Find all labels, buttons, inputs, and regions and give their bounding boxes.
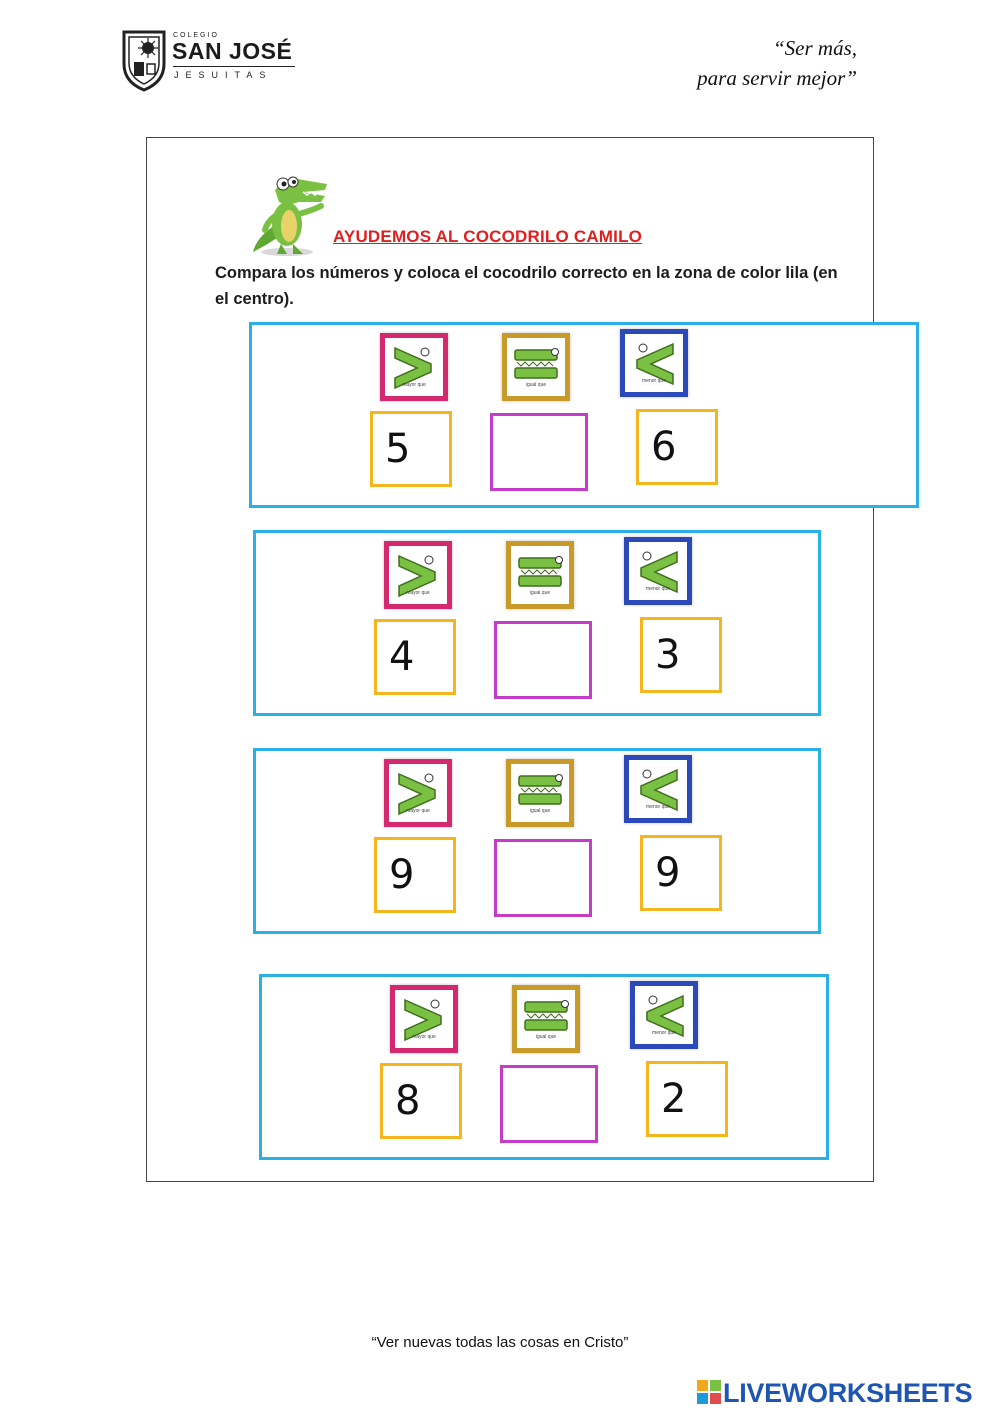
left-number-box (370, 411, 452, 487)
card-caption: menor que (652, 1030, 676, 1036)
card-caption: menor que (646, 804, 670, 810)
card-caption: mayor que (406, 808, 430, 814)
liveworksheets-wordmark: LIVEWORKSHEETS (723, 1378, 973, 1408)
left-number-box (380, 1063, 462, 1139)
left-number-box (374, 619, 456, 695)
exercise-row (249, 322, 919, 508)
answer-drop-zone[interactable] (494, 839, 592, 917)
right-number-box (640, 835, 722, 911)
answer-drop-zone[interactable] (490, 413, 588, 491)
card-caption: igual que (529, 590, 551, 596)
exercise-row (253, 748, 821, 934)
equal-crocodile-card[interactable] (502, 333, 570, 401)
card-caption: igual que (535, 1034, 557, 1040)
left-number: 8 (395, 1078, 421, 1124)
card-caption: menor que (642, 378, 666, 384)
less-than-crocodile-card[interactable] (624, 755, 692, 823)
worksheet-title: AYUDEMOS AL COCODRILO CAMILO (333, 227, 643, 246)
greater-than-crocodile-card[interactable] (384, 541, 452, 609)
card-caption: menor que (646, 586, 670, 592)
left-number: 5 (385, 426, 411, 472)
right-number: 2 (661, 1076, 687, 1122)
right-number: 9 (655, 850, 681, 896)
right-number: 6 (651, 424, 677, 470)
card-caption: igual que (529, 808, 551, 814)
right-number-box (640, 617, 722, 693)
answer-drop-zone[interactable] (494, 621, 592, 699)
worksheet-instructions: Compara los números y coloca el cocodrilo correcto en la zona de color lila (en el centro). (215, 264, 838, 308)
left-number: 9 (389, 852, 415, 898)
liveworksheets-logo-icon (697, 1380, 721, 1404)
less-than-crocodile-card[interactable] (630, 981, 698, 1049)
shield-icon (120, 28, 168, 92)
answer-drop-zone[interactable] (500, 1065, 598, 1143)
equal-crocodile-card[interactable] (512, 985, 580, 1053)
footer-quote: “Ver nuevas todas las cosas en Cristo” (371, 1334, 629, 1351)
motto-line-2: para servir mejor” (697, 66, 857, 90)
greater-than-crocodile-card[interactable] (390, 985, 458, 1053)
logo-prefix: COLEGIO (173, 32, 219, 39)
right-number-box (646, 1061, 728, 1137)
card-caption: mayor que (412, 1034, 436, 1040)
card-caption: mayor que (406, 590, 430, 596)
crocodile-mascot-icon (247, 166, 331, 258)
card-caption: mayor que (402, 382, 426, 388)
logo-name: SAN JOSÉ (172, 38, 293, 64)
right-number-box (636, 409, 718, 485)
left-number: 4 (389, 634, 415, 680)
greater-than-crocodile-card[interactable] (380, 333, 448, 401)
motto-line-1: “Ser más, (772, 36, 857, 60)
equal-crocodile-card[interactable] (506, 541, 574, 609)
logo-subtitle: JESUITAS (174, 70, 273, 80)
equal-crocodile-card[interactable] (506, 759, 574, 827)
exercise-row (253, 530, 821, 716)
exercise-row (259, 974, 829, 1160)
right-number: 3 (655, 632, 681, 678)
less-than-crocodile-card[interactable] (620, 329, 688, 397)
less-than-crocodile-card[interactable] (624, 537, 692, 605)
worksheet-frame (146, 137, 874, 1182)
left-number-box (374, 837, 456, 913)
greater-than-crocodile-card[interactable] (384, 759, 452, 827)
logo-divider (173, 66, 295, 67)
card-caption: igual que (525, 382, 547, 388)
school-logo (120, 28, 300, 94)
header-motto (697, 33, 857, 93)
